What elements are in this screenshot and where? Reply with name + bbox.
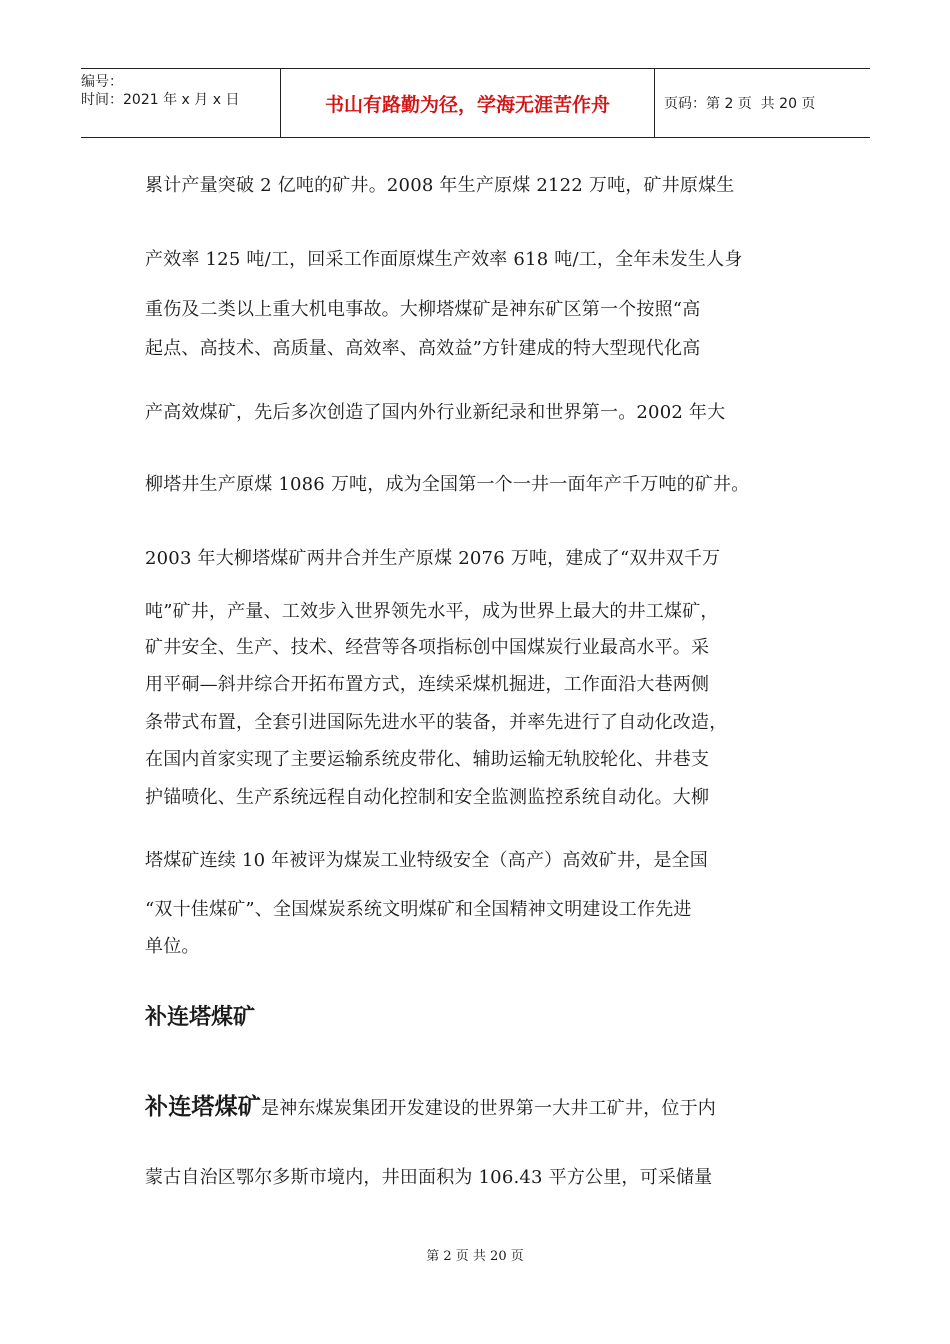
body-line: 吨”矿井，产量、工效步入世界领先水平，成为世界上最大的井工煤矿， [145,601,719,622]
lead-bold-term: 补连塔煤矿 [145,1094,261,1120]
lead-rest-text: 是神东煤炭集团开发建设的世界第一大井工矿井，位于内 [261,1098,716,1119]
body-line: 起点、高技术、高质量、高效率、高效益”方针建成的特大型现代化高 [145,338,701,359]
header-page-info: 页码：第 2 页 共 20 页 [664,96,816,112]
header-meta [81,73,280,109]
body-line: 累计产量突破 2 亿吨的矿井。2008 年生产原煤 2122 万吨，矿井原煤生 [145,175,735,196]
body-line: 重伤及二类以上重大机电事故。大柳塔煤矿是神东矿区第一个按照“高 [145,299,701,320]
body-line: 2003 年大柳塔煤矿两井合并生产原煤 2076 万吨，建成了“双井双千万 [145,548,721,569]
page-footer: 第 2 页 共 20 页 [426,1249,524,1264]
body-line: 蒙古自治区鄂尔多斯市境内，井田面积为 106.43 平方公里，可采储量 [145,1167,713,1188]
header-divider [654,69,655,137]
body-line: 条带式布置，全套引进国际先进水平的装备，并率先进行了自动化改造， [145,712,728,733]
body-line: 护锚喷化、生产系统远程自动化控制和安全监测监控系统自动化。大柳 [145,787,710,808]
body-line: 柳塔井生产原煤 1086 万吨，成为全国第一个一井一面年产千万吨的矿井。 [145,474,750,495]
body-line: 产效率 125 吨/工，回采工作面原煤生产效率 618 吨/工，全年未发生人身 [145,249,743,270]
lead-paragraph-line [145,1088,716,1121]
body-line: 单位。 [145,936,200,957]
header-table [81,68,870,138]
body-line: “双十佳煤矿”、全国煤炭系统文明煤矿和全国精神文明建设工作先进 [145,899,692,920]
body-line: 产高效煤矿，先后多次创造了国内外行业新纪录和世界第一。2002 年大 [145,402,726,423]
body-line: 在国内首家实现了主要运输系统皮带化、辅助运输无轨胶轮化、井巷支 [145,749,710,770]
header-motto: 书山有路勤为径，学海无涯苦作舟 [324,93,610,116]
body-line: 塔煤矿连续 10 年被评为煤炭工业特级安全（高产）高效矿井，是全国 [145,850,708,871]
section-heading: 补连塔煤矿 [145,1005,256,1030]
body-line: 矿井安全、生产、技术、经营等各项指标创中国煤炭行业最高水平。采 [145,637,710,658]
time-label: 时间：2021 年 x 月 x 日 [81,92,240,108]
number-label: 编号： [81,74,123,90]
body-line: 用平硐—斜井综合开拓布置方式，连续采煤机掘进，工作面沿大巷两侧 [145,674,710,695]
